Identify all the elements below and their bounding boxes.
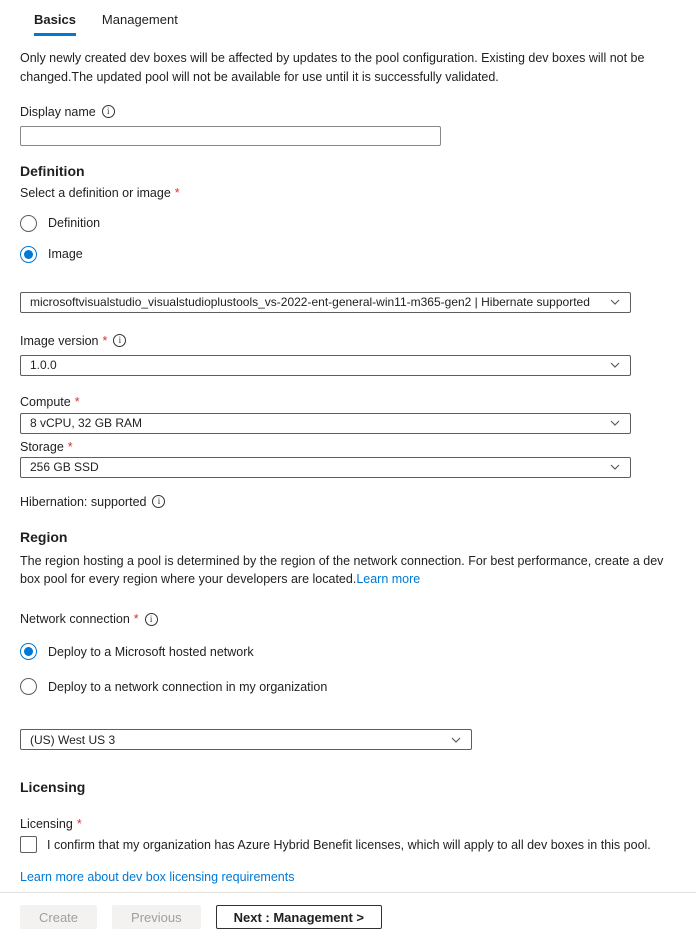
chevron-down-icon bbox=[609, 417, 621, 429]
region-dropdown-value: (US) West US 3 bbox=[30, 732, 116, 747]
radio-microsoft-hosted-network[interactable] bbox=[20, 643, 672, 660]
storage-dropdown[interactable] bbox=[20, 457, 631, 478]
pool-configuration-form bbox=[0, 12, 696, 929]
create-button[interactable]: Create bbox=[20, 905, 97, 929]
licensing-confirmation-row bbox=[20, 836, 672, 853]
radio-image[interactable] bbox=[20, 246, 672, 263]
image-version-label-text: Image version bbox=[20, 333, 99, 348]
info-icon[interactable]: i bbox=[102, 105, 115, 118]
tab-management[interactable]: Management bbox=[101, 12, 178, 27]
definition-section-heading: Definition bbox=[20, 162, 85, 179]
hibernation-status-text: Hibernation: supported bbox=[20, 494, 147, 509]
chevron-down-icon bbox=[609, 296, 621, 308]
select-definition-or-image-label-text: Select a definition or image bbox=[20, 185, 171, 200]
network-connection-label bbox=[20, 612, 672, 626]
region-dropdown[interactable] bbox=[20, 729, 472, 750]
image-version-dropdown[interactable] bbox=[20, 355, 631, 376]
previous-button[interactable]: Previous bbox=[112, 905, 201, 929]
info-icon[interactable]: i bbox=[152, 495, 165, 508]
radio-organization-network[interactable] bbox=[20, 678, 672, 695]
licensing-field-label bbox=[20, 817, 672, 831]
required-marker: * bbox=[174, 185, 180, 200]
region-description-text: The region hosting a pool is determined by the region of the network connection. For best performance, create a dev box pool for every region where your developers are located. bbox=[20, 553, 664, 587]
image-dropdown-value: microsoftvisualstudio_visualstudioplustools_vs-2022-ent-general-win11-m365-gen2 | Hibernate supported bbox=[30, 295, 590, 309]
licensing-section-heading: Licensing bbox=[20, 779, 86, 795]
radio-microsoft-hosted-network-label: Deploy to a Microsoft hosted network bbox=[48, 644, 254, 659]
required-marker: * bbox=[74, 394, 80, 409]
compute-label bbox=[20, 395, 672, 409]
region-section-heading: Region bbox=[20, 528, 68, 545]
display-name-label bbox=[20, 105, 672, 119]
storage-label-text: Storage bbox=[20, 439, 64, 454]
licensing-checkbox[interactable] bbox=[20, 836, 37, 853]
radio-circle-icon bbox=[20, 643, 37, 660]
display-name-label-text: Display name bbox=[20, 104, 96, 119]
required-marker: * bbox=[102, 333, 108, 348]
radio-image-label: Image bbox=[48, 247, 83, 261]
region-learn-more-link[interactable]: Learn more bbox=[356, 572, 421, 587]
image-version-label bbox=[20, 334, 672, 348]
compute-dropdown[interactable] bbox=[20, 413, 631, 434]
image-dropdown[interactable] bbox=[20, 292, 631, 313]
image-version-dropdown-value: 1.0.0 bbox=[30, 358, 57, 372]
display-name-input[interactable] bbox=[20, 126, 441, 146]
licensing-checkbox-label: I confirm that my organization has Azure Hybrid Benefit licenses, which will apply to all dev boxes in this pool. bbox=[47, 837, 651, 852]
compute-label-text: Compute bbox=[20, 394, 71, 409]
tab-bar bbox=[34, 12, 672, 36]
storage-dropdown-value: 256 GB SSD bbox=[30, 460, 99, 474]
storage-label bbox=[20, 440, 672, 454]
region-description bbox=[20, 552, 672, 590]
licensing-requirements-link[interactable]: Learn more about dev box licensing requirements bbox=[20, 870, 295, 884]
licensing-field-label-text: Licensing bbox=[20, 817, 73, 831]
compute-dropdown-value: 8 vCPU, 32 GB RAM bbox=[30, 416, 143, 430]
next-management-button[interactable]: Next : Management > bbox=[216, 905, 382, 929]
pool-update-notice: Only newly created dev boxes will be affected by updates to the pool configuration. Existing dev boxes will not be changed.The updated pool will not be available for use until it is successfully validated. bbox=[20, 51, 645, 84]
radio-organization-network-label: Deploy to a network connection in my organization bbox=[48, 679, 328, 694]
network-connection-label-text: Network connection bbox=[20, 612, 130, 626]
wizard-footer bbox=[20, 893, 672, 929]
tab-basics[interactable]: Basics bbox=[34, 12, 76, 36]
info-icon[interactable]: i bbox=[113, 334, 126, 347]
radio-circle-icon bbox=[20, 215, 37, 232]
radio-circle-icon bbox=[20, 246, 37, 263]
hibernation-status bbox=[20, 495, 672, 509]
chevron-down-icon bbox=[609, 359, 621, 371]
chevron-down-icon bbox=[609, 461, 621, 473]
radio-circle-icon bbox=[20, 678, 37, 695]
radio-definition[interactable] bbox=[20, 215, 672, 232]
info-icon[interactable]: i bbox=[145, 613, 158, 626]
select-definition-or-image-label bbox=[20, 186, 672, 200]
radio-definition-label: Definition bbox=[48, 216, 101, 230]
required-marker: * bbox=[133, 612, 139, 626]
required-marker: * bbox=[76, 817, 82, 831]
required-marker: * bbox=[67, 439, 73, 454]
chevron-down-icon bbox=[450, 734, 462, 746]
